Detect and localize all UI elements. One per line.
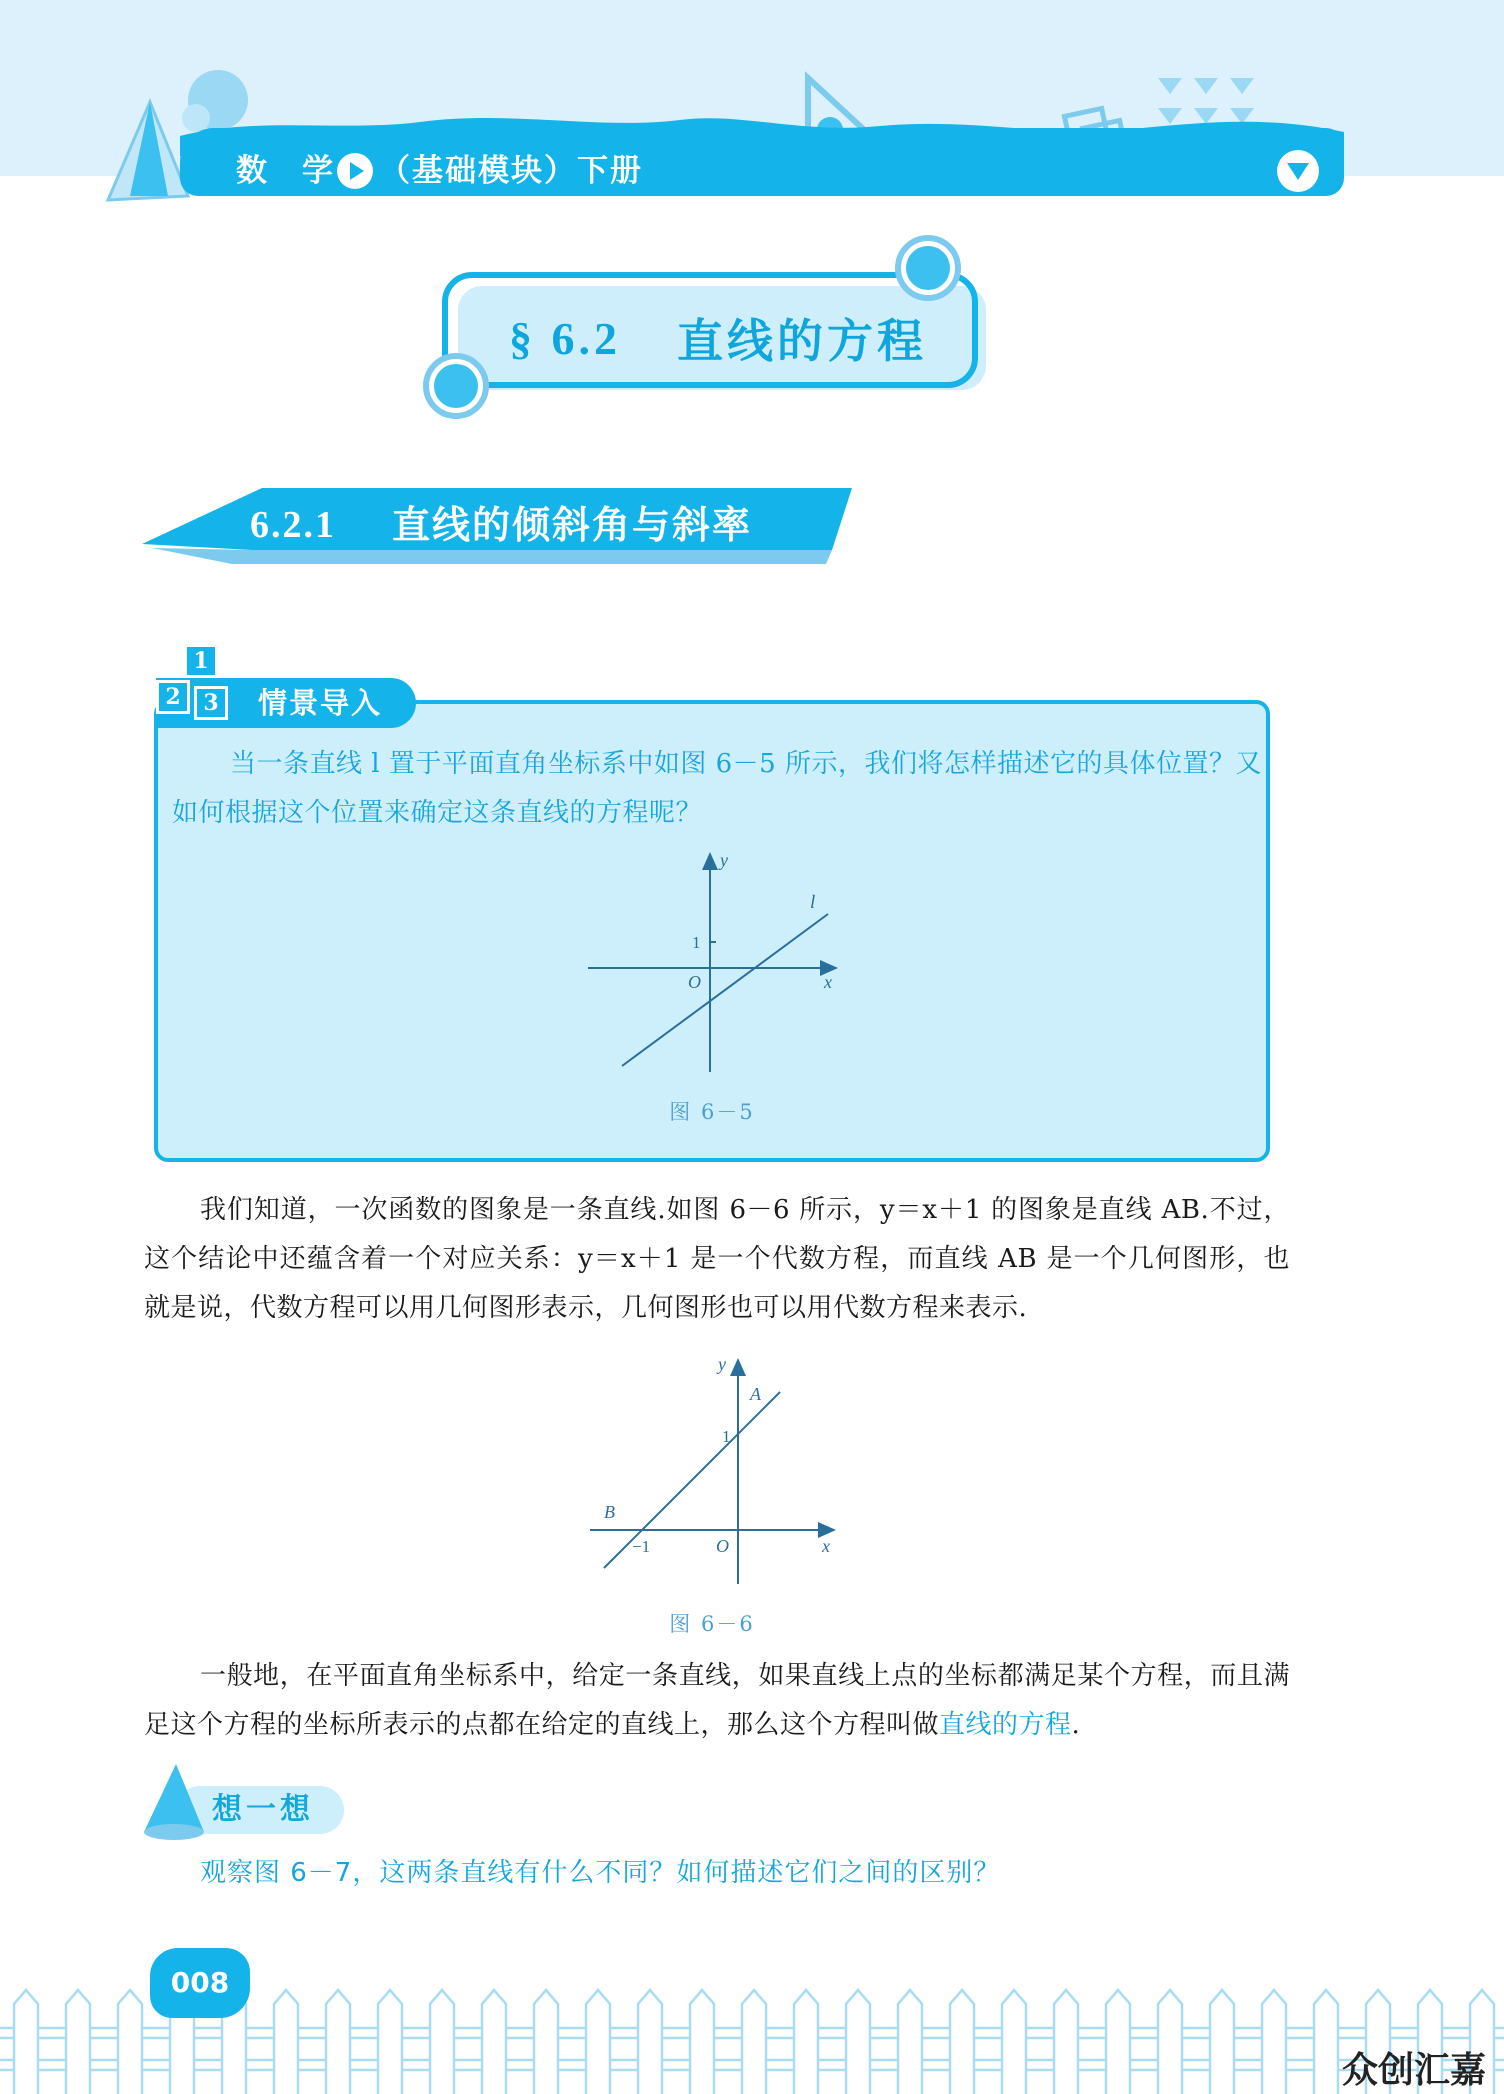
book-title [236, 146, 643, 196]
section-number: § 6.2 [509, 312, 621, 364]
section-heading [458, 286, 978, 390]
tick-label: 1 [692, 933, 701, 952]
subsection-name: 直线的倾斜角与斜率 [392, 503, 753, 547]
y-tick-label: 1 [722, 1427, 731, 1446]
cone-icon [142, 1762, 204, 1840]
intro-label: 情景导入 [258, 686, 383, 720]
x-tick-label: −1 [632, 1537, 651, 1556]
chevron-down-icon [1277, 150, 1319, 192]
page-number: 008 [170, 1966, 230, 1999]
block-1: 1 [184, 644, 218, 678]
paragraph-2 [144, 1652, 1290, 1750]
think-label: 想一想 [212, 1792, 314, 1827]
block-3: 3 [194, 686, 228, 720]
point-a-label: A [750, 1384, 761, 1404]
paragraph-1: 我们知道，一次函数的图象是一条直线.如图 6－6 所示，y＝x＋1 的图象是直线 AB.不过，这个结论中还蕴含着一个对应关系：y＝x＋1 是一个代数方程，而直线 AB 是一个几何图形，也就是说，代数方程可以用几何图形表示，几何图形也可以用代数方程来表示. [144, 1195, 1290, 1323]
paragraph-2-text: 一般地，在平面直角坐标系中，给定一条直线，如果直线上点的坐标都满足某个方程，而且满足这个方程的坐标所表示的点都在给定的直线上，那么这个方程叫做 [144, 1661, 1290, 1740]
figure-6-5-caption: 图 6－5 [669, 1100, 755, 1124]
origin-label: O [716, 1536, 729, 1556]
line-ab [604, 1392, 780, 1568]
origin-label: O [688, 972, 701, 992]
think-question: 观察图 6－7，这两条直线有什么不同？如何描述它们之间的区别？ [200, 1858, 1001, 1888]
x-axis-label: x [822, 1536, 830, 1556]
paragraph-2-end: . [1071, 1710, 1081, 1740]
y-axis-label: y [718, 1354, 726, 1374]
subsection-heading [250, 490, 752, 560]
figure-6-6-caption: 图 6－6 [669, 1612, 755, 1636]
play-icon [337, 153, 373, 189]
subject-label: 数 学 [236, 153, 335, 189]
intro-text: 当一条直线 l 置于平面直角坐标系中如图 6－5 所示，我们将怎样描述它的具体位置？又如何根据这个位置来确定这条直线的方程呢？ [172, 749, 1262, 828]
subsection-number: 6.2.1 [250, 504, 336, 546]
x-axis-label: x [824, 972, 832, 992]
definition-term: 直线的方程 [939, 1710, 1072, 1740]
line-label: l [810, 892, 816, 913]
line-l [622, 914, 828, 1066]
figure-6-6 [580, 1352, 850, 1592]
block-2: 2 [156, 680, 190, 714]
point-b-label: B [604, 1502, 615, 1522]
y-axis-label: y [720, 850, 728, 870]
section-name: 直线的方程 [677, 314, 927, 368]
figure-6-5 [580, 846, 850, 1076]
number-blocks-icon [154, 630, 244, 726]
book-label: （基础模块）下册 [379, 153, 643, 189]
watermark: 众创汇嘉 [1342, 2050, 1487, 2091]
